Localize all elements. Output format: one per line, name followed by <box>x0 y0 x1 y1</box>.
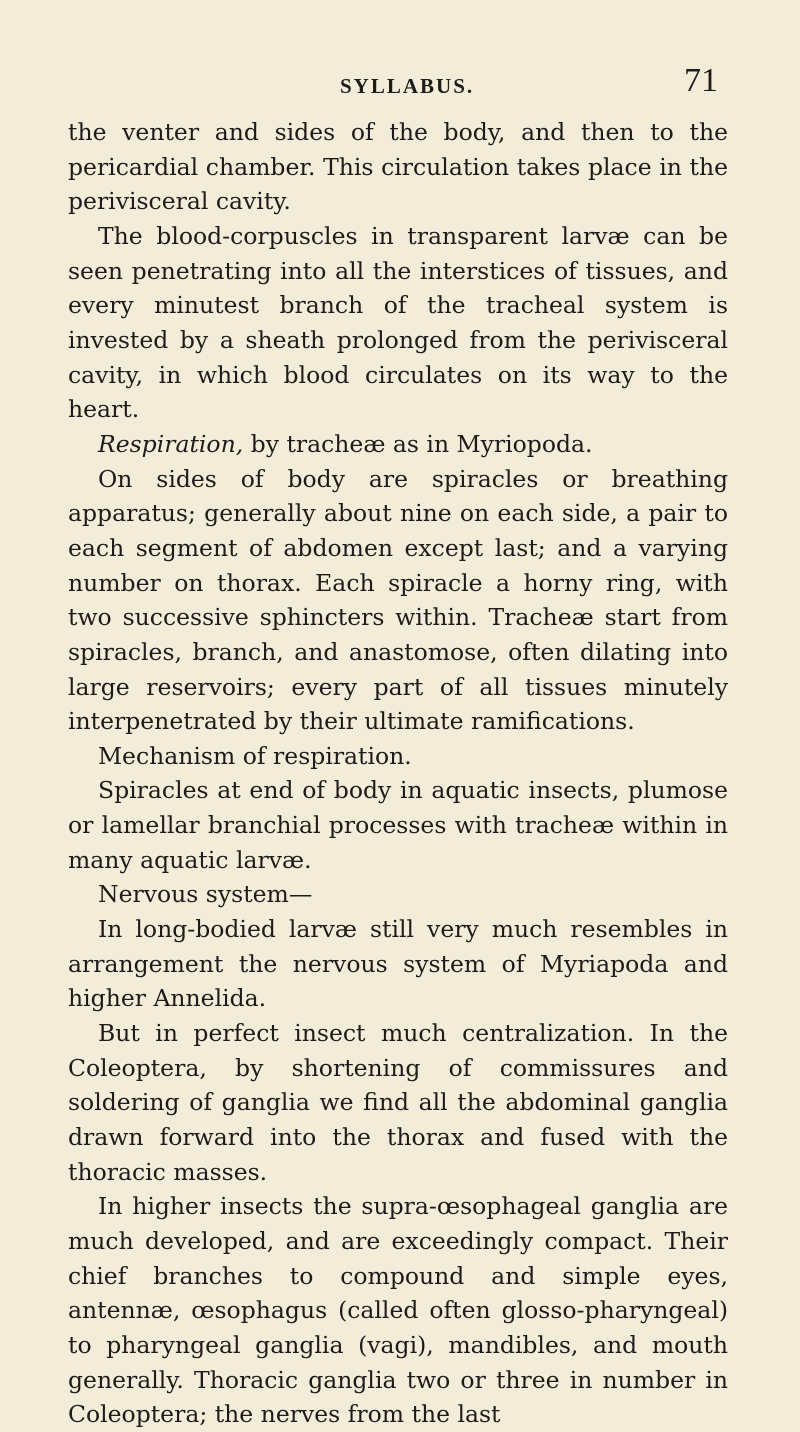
running-head <box>0 62 800 102</box>
paragraph-blood-corpuscles: The blood-corpuscles in transparent larvæ can be seen penetrating into all the interstices of tissues, and every minutest branch of the tracheal system is invested by a sheath prolonged from the perivisceral cavity, in which blood circulates on its way to the heart. <box>68 221 728 424</box>
paragraph-mechanism: Mechanism of respiration. <box>98 741 412 770</box>
paragraph-spiracles: On sides of body are spiracles or breathing apparatus; generally about nine on each side, a pair to each segment of abdomen except last; and a varying number on thorax. Each spiracle a horny ring, with two successive sphincters within. Tracheæ start from spiracles, branch, and anastomose, often dilating into large reservoirs; every part of all tissues minutely interpenetrated by their ultimate ramifications. <box>68 464 728 736</box>
paragraph-nervous-system-heading: Nervous system— <box>98 880 313 909</box>
paragraph-circulation-continued: the venter and sides of the body, and then to the pericardial chamber. This circulation takes place in the perivisceral cavity. <box>68 118 728 216</box>
paragraph-aquatic-spiracles: Spiracles at end of body in aquatic insects, plumose or lamellar branchial processes with tracheæ within in many aquatic larvæ. <box>68 776 728 874</box>
paragraph-higher-insects: In higher insects the supra-œsophageal ganglia are much developed, and are exceedingly compact. Their chief branches to compound and simple eyes, antennæ, œsophagus (called often glosso-pharyngeal) to pharyngeal ganglia (vagi), mandibles, and mouth generally. Thoracic ganglia two or three in number in Coleoptera; the nerves from the last <box>68 1192 728 1429</box>
paragraph-larvae-nervous: In long-bodied larvæ still very much resembles in arrangement the nervous system of Myriapoda and higher Annelida. <box>68 915 728 1013</box>
paragraph-centralization: But in perfect insect much centralization. In the Coleoptera, by shortening of commissures and soldering of ganglia we find all the abdominal ganglia drawn forward into the thorax and fused with the thoracic masses. <box>68 1019 728 1186</box>
page-number: 71 <box>684 62 718 99</box>
running-title: SYLLABUS. <box>340 74 475 98</box>
paragraph-respiration <box>68 427 728 462</box>
respiration-text: by tracheæ as in Myriopoda. <box>243 429 593 458</box>
respiration-heading: Respiration, <box>98 429 244 458</box>
body-text <box>68 115 728 1432</box>
